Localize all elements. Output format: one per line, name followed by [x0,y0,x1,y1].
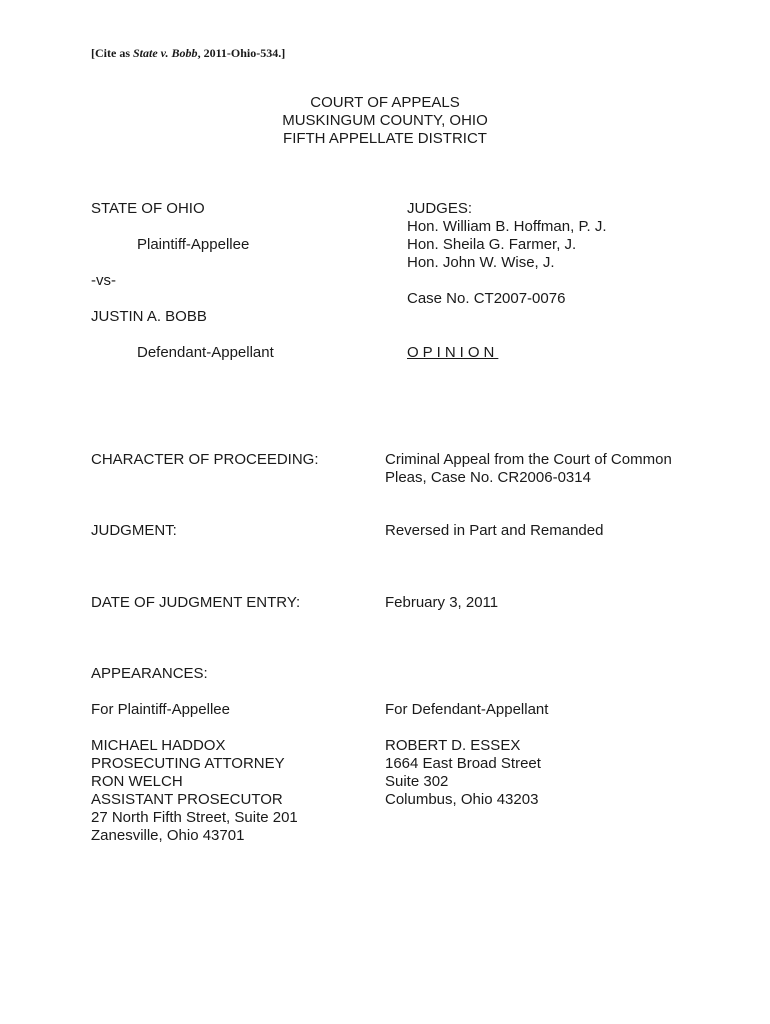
counsel-line: RON WELCH [91,773,183,790]
opinion-title: OPINION [407,344,499,361]
citation-case-name: State v. Bobb [133,46,198,60]
defendant-counsel-block [385,737,541,809]
counsel-line: Suite 302 [385,773,449,790]
judgment-label: JUDGMENT: [91,522,177,539]
character-value-line: Pleas, Case No. CR2006-0314 [385,469,591,486]
court-heading [0,94,770,148]
citation [91,44,285,62]
counsel-line: PROSECUTING ATTORNEY [91,755,285,772]
court-name: COURT OF APPEALS [310,94,460,111]
plaintiff-counsel-heading: For Plaintiff-Appellee [91,701,230,718]
counsel-line: 27 North Fifth Street, Suite 201 [91,809,298,826]
date-label: DATE OF JUDGMENT ENTRY: [91,594,301,611]
counsel-line: Columbus, Ohio 43203 [385,791,539,808]
counsel-line: Zanesville, Ohio 43701 [91,827,245,844]
court-county: MUSKINGUM COUNTY, OHIO [282,112,488,129]
judge-name: Hon. Sheila G. Farmer, J. [407,236,577,253]
judge-name: Hon. William B. Hoffman, P. J. [407,218,607,235]
counsel-line: ASSISTANT PROSECUTOR [91,791,283,808]
defendant-name: JUSTIN A. BOBB [91,308,207,325]
defendant-role: Defendant-Appellant [137,344,274,361]
character-label: CHARACTER OF PROCEEDING: [91,451,319,468]
judgment-value: Reversed in Part and Remanded [385,522,604,539]
citation-suffix: , 2011-Ohio-534.] [197,46,286,60]
character-value-line: Criminal Appeal from the Court of Common [385,451,672,468]
counsel-line: 1664 East Broad Street [385,755,541,772]
versus: -vs- [91,272,116,289]
plaintiff-role: Plaintiff-Appellee [137,236,250,253]
court-district: FIFTH APPELLATE DISTRICT [283,130,487,147]
appearances-heading: APPEARANCES: [91,665,208,682]
date-value: February 3, 2011 [385,594,499,611]
counsel-line: MICHAEL HADDOX [91,737,226,754]
plaintiff-counsel-block [91,737,298,845]
judge-name: Hon. John W. Wise, J. [407,254,555,271]
judges-block [407,200,607,272]
case-number: Case No. CT2007-0076 [407,290,566,307]
defendant-counsel-heading: For Defendant-Appellant [385,701,549,718]
plaintiff-name: STATE OF OHIO [91,200,205,217]
character-value [385,451,672,487]
judges-heading: JUDGES: [407,200,473,217]
citation-prefix: [Cite as [91,46,133,60]
counsel-line: ROBERT D. ESSEX [385,737,521,754]
